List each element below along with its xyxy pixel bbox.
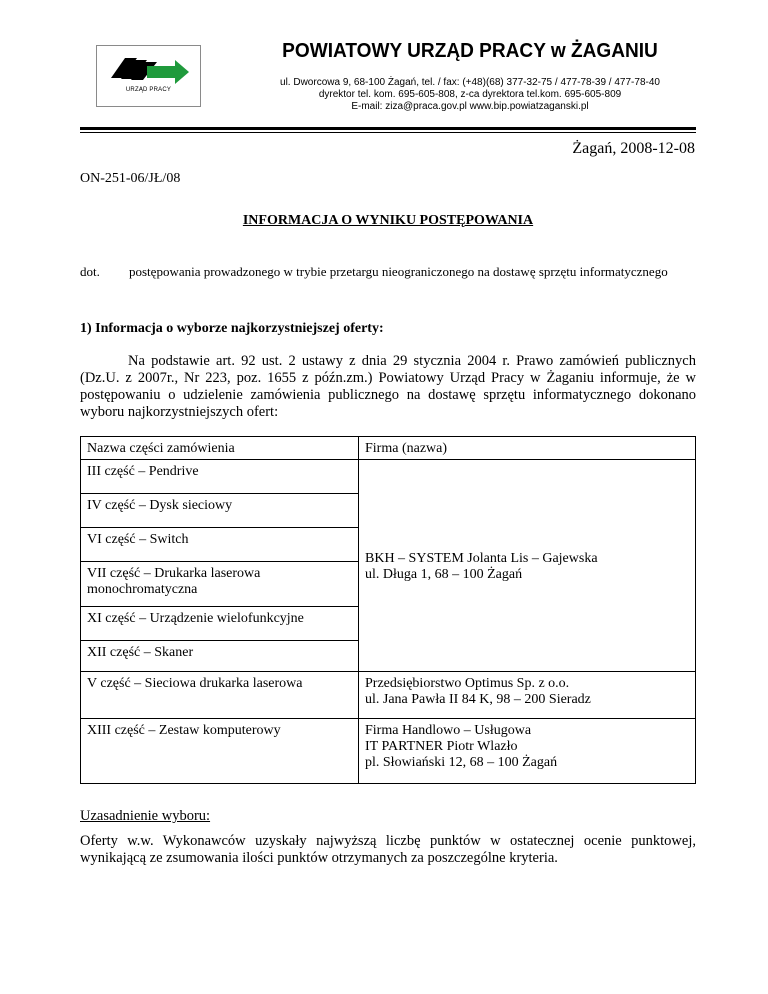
firm-cell-optimus [359, 672, 696, 719]
arrow-logo-icon [97, 48, 200, 88]
table-row [81, 719, 696, 784]
firm-address: ul. Długa 1, 68 – 100 Żagań [365, 566, 523, 582]
org-name: POWIATOWY URZĄD PRACY w ŻAGANIU [282, 39, 658, 62]
part-cell: III część – Pendrive [81, 460, 359, 494]
document-title: INFORMACJA O WYNIKU POSTĘPOWANIA [242, 213, 534, 228]
legal-basis-paragraph: Na podstawie art. 92 ust. 2 ustawy z dnia 29 stycznia 2004 r. Prawo zamówień publicznych (Dz.U. z 2007r., Nr 223, poz. 1655 z późn.zm.) Powiatowy Urząd Pracy w Żaganiu informuje, że w postępowaniu o udzielenie zamówienia publicznego na dostawę sprzętu informatycznego dokonano wyboru najkorzystniejszych ofert: [80, 353, 696, 420]
firm-cell-bkh [359, 460, 696, 672]
part-cell: IV część – Dysk sieciowy [81, 494, 359, 528]
office-logo [96, 45, 201, 107]
header-part: Nazwa części zamówienia [81, 437, 359, 460]
contact-line-phones: dyrektor tel. kom. 695-605-808, z-ca dyrektora tel.kom. 695-605-809 [318, 89, 622, 100]
offers-table [80, 436, 696, 784]
firm-name: Przedsiębiorstwo Optimus Sp. z o.o. [365, 676, 570, 691]
part-cell: VII część – Drukarka laserowa monochromatyczna [81, 562, 359, 607]
part-cell: XII część – Skaner [81, 641, 359, 672]
firm-owner: IT PARTNER Piotr Wlazło [365, 739, 518, 754]
firm-name: BKH – SYSTEM Jolanta Lis – Gajewska [365, 550, 598, 566]
table-row [81, 460, 696, 494]
reference-number: ON-251-06/JŁ/08 [80, 171, 181, 186]
part-cell: VI część – Switch [81, 528, 359, 562]
header-divider [80, 127, 696, 130]
header-firm: Firma (nazwa) [359, 437, 696, 460]
part-cell: XIII część – Zestaw komputerowy [81, 719, 359, 784]
contact-line-email: E-mail: ziza@praca.gov.pl www.bip.powiatzaganski.pl [351, 101, 589, 112]
firm-address: ul. Jana Pawła II 84 K, 98 – 200 Sieradz [365, 692, 591, 707]
table-row [81, 672, 696, 719]
part-cell: XI część – Urządzenie wielofunkcyjne [81, 607, 359, 641]
firm-name: Firma Handlowo – Usługowa [365, 723, 532, 738]
contact-line-address: ul. Dworcowa 9, 68-100 Żagań, tel. / fax: (+48)(68) 377-32-75 / 477-78-39 / 477-78-40 [280, 77, 660, 88]
document-date: Żagań, 2008-12-08 [572, 140, 695, 157]
justification-text: Oferty w.w. Wykonawców uzyskały najwyższą liczbę punktów w ostatecznej ocenie punktowej, wynikającą ze zsumowania ilości punktów otrzymanych za poszczególne kryteria. [80, 833, 696, 866]
subject-text: postępowania prowadzonego w trybie przetargu nieograniczonego na dostawę sprzętu informatycznego [129, 264, 668, 279]
logo-label: URZĄD PRACY [125, 87, 172, 93]
subject-label: dot. [80, 264, 100, 279]
header-divider-thin [80, 132, 696, 133]
table-header-row [81, 437, 696, 460]
section-heading: 1) Informacja o wyborze najkorzystniejszej oferty: [80, 321, 384, 336]
justification-heading: Uzasadnienie wyboru: [80, 808, 211, 824]
firm-cell-it-partner [359, 719, 696, 784]
part-cell: V część – Sieciowa drukarka laserowa [81, 672, 359, 719]
firm-address: pl. Słowiański 12, 68 – 100 Żagań [365, 755, 558, 770]
